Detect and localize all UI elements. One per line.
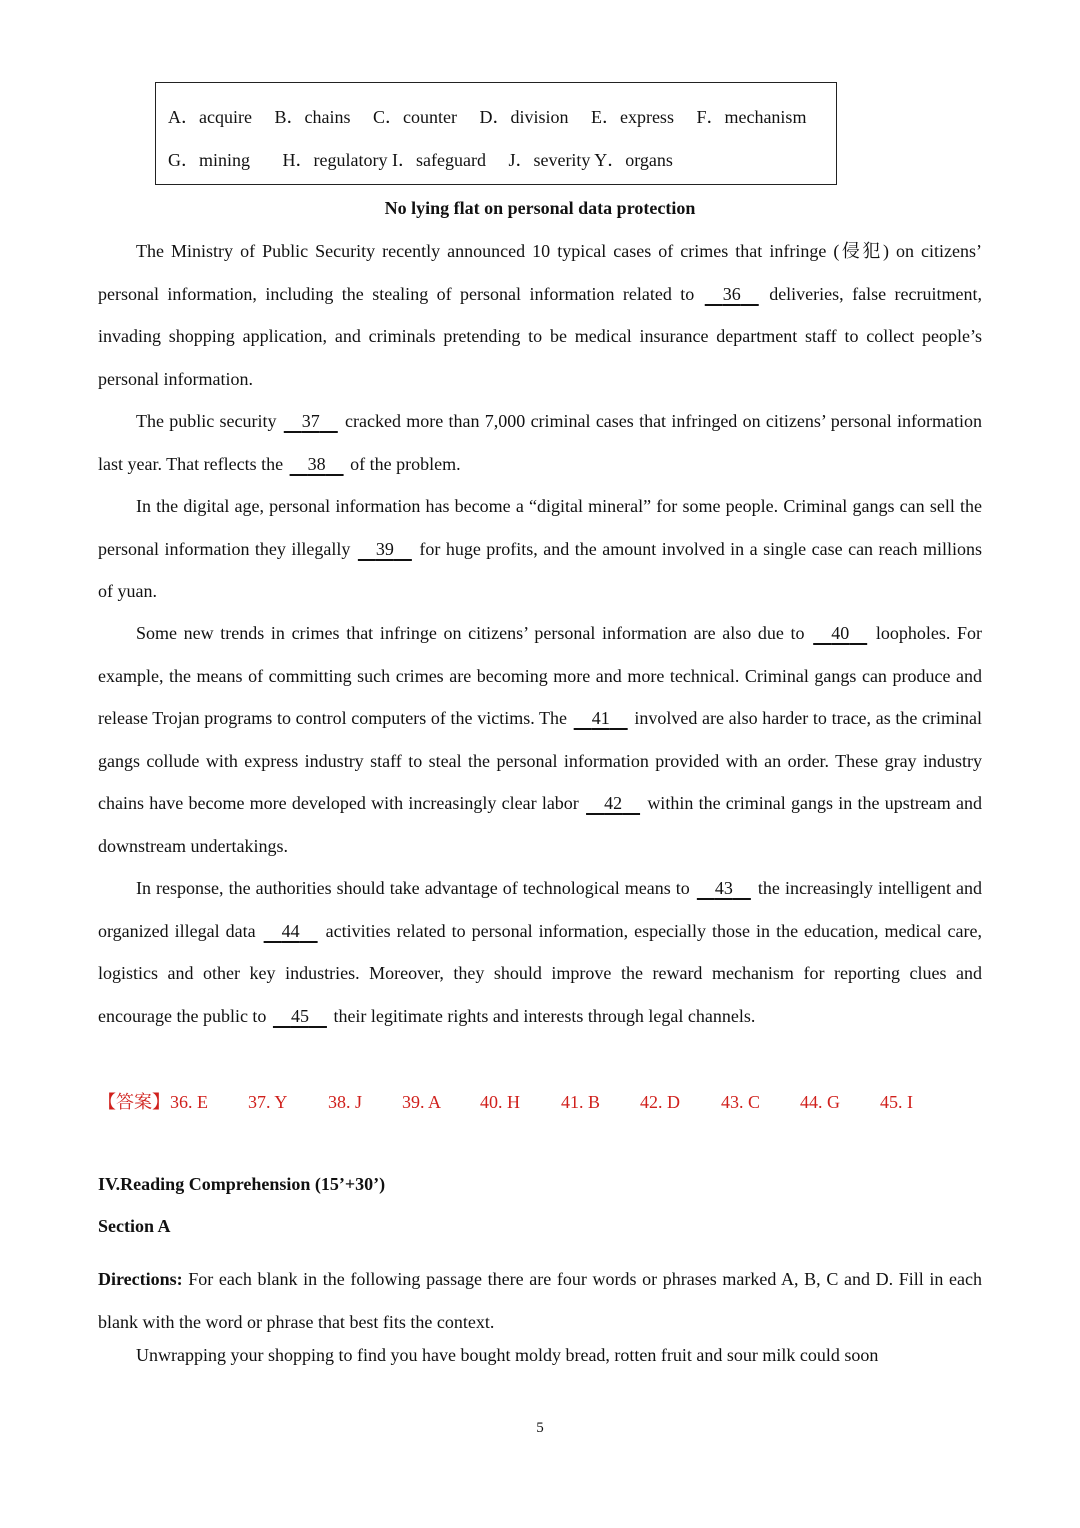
directions-text: For each blank in the following passage there are four words or phrases marked A, B, C and D. Fill in each blank with the word or phrase that best fits the context. bbox=[98, 1269, 982, 1332]
paragraph-text: for huge profits, and the amount involved in a single case can reach millions of yuan. bbox=[98, 538, 982, 601]
answer-label: 【答案】 bbox=[98, 1092, 170, 1112]
answer-item: 45. I bbox=[880, 1092, 913, 1112]
paragraph-text: In response, the authorities should take advantage of technological means to bbox=[136, 878, 695, 898]
answer-item: 38. J bbox=[328, 1092, 363, 1112]
paragraph-2 bbox=[98, 400, 982, 485]
word-option: C．counter bbox=[372, 107, 457, 127]
blank-41: 41 bbox=[591, 708, 610, 728]
paragraph-text: the increasingly intelligent and organized illegal data bbox=[98, 878, 982, 941]
paragraph-3 bbox=[98, 485, 982, 613]
blank-43: 43 bbox=[714, 878, 733, 898]
paragraph-text: The Ministry of Public Security recently announced 10 typical cases of crimes that infringe (侵犯) on citizens’ personal information, including the stealing of personal information related to bbox=[98, 241, 982, 304]
blank-45: 45 bbox=[290, 1005, 309, 1026]
directions bbox=[98, 1258, 982, 1343]
paragraph-text: deliveries, false recruitment, invading shopping application, and criminals pretending to be medical insurance department staff to collect people’s personal information. bbox=[98, 283, 982, 389]
word-option: J．severity Y．organs bbox=[508, 150, 673, 170]
blank-42: 42 bbox=[604, 793, 623, 813]
word-option: F．mechanism bbox=[696, 107, 807, 127]
passage-start: Unwrapping your shopping to find you have bought moldy bread, rotten fruit and sour milk could soon bbox=[136, 1345, 879, 1365]
answer-item: 39. A bbox=[402, 1092, 442, 1112]
answer-item: 36. E bbox=[170, 1092, 208, 1112]
blank-39: 39 bbox=[375, 538, 394, 559]
paragraph-text: loopholes. For example, the means of committing such crimes are becoming more and more technical. Criminal gangs can produce and release Trojan programs to control computers of the victims. The bbox=[98, 623, 982, 728]
section-subheading: Section A bbox=[98, 1216, 171, 1236]
answer-key bbox=[98, 1088, 913, 1114]
paragraph-5 bbox=[98, 867, 982, 1037]
paragraph-4 bbox=[98, 612, 982, 867]
answer-item: 37. Y bbox=[248, 1092, 288, 1112]
blank-40: 40 bbox=[831, 623, 850, 643]
paragraph-text: within the criminal gangs in the upstream and downstream undertakings. bbox=[98, 793, 982, 856]
word-option: E．express bbox=[590, 107, 674, 127]
paragraph-1 bbox=[98, 230, 982, 400]
blank-44: 44 bbox=[281, 920, 300, 941]
answer-item: 44. G bbox=[800, 1092, 840, 1112]
answer-item: 40. H bbox=[480, 1092, 520, 1112]
article-title: No lying flat on personal data protection bbox=[384, 198, 696, 218]
paragraph-text: In the digital age, personal information has become a “digital mineral” for some people. Criminal gangs can sell the personal information they illegally bbox=[98, 496, 982, 559]
answer-item: 43. C bbox=[721, 1092, 761, 1112]
section-heading: IV.Reading Comprehension (15’+30’) bbox=[98, 1174, 386, 1194]
paragraph-text: involved are also harder to trace, as the criminal gangs collude with express industry staff to steal the personal information provided with an order. These gray industry chains have become more developed with increasingly clear labor bbox=[98, 708, 982, 813]
word-bank-row-2 bbox=[168, 146, 691, 172]
paragraph-text: cracked more than 7,000 criminal cases that infringed on citizens’ personal information last year. That reflects the bbox=[98, 411, 982, 474]
paragraph-text: their legitimate rights and interests through legal channels. bbox=[328, 1005, 756, 1026]
paragraph-text: Some new trends in crimes that infringe on citizens’ personal information are also due to bbox=[136, 623, 812, 643]
blank-37: 37 bbox=[301, 411, 320, 431]
paragraph-text: of the problem. bbox=[345, 453, 461, 474]
blank-36: 36 bbox=[722, 283, 741, 304]
paragraph-text: activities related to personal information, especially those in the education, medical care, logistics and other key industries. Moreover, they should improve the reward mechanism for reporting clues and encourage the public to bbox=[98, 920, 982, 1026]
paragraph-text: The public security bbox=[136, 411, 282, 431]
answer-item: 41. B bbox=[561, 1092, 601, 1112]
word-bank-box bbox=[155, 82, 837, 185]
directions-label: Directions: bbox=[98, 1269, 183, 1289]
word-option: H．regulatory I．safeguard bbox=[282, 150, 486, 170]
blank-38: 38 bbox=[307, 453, 326, 474]
answer-item: 42. D bbox=[640, 1092, 680, 1112]
word-bank-row-1 bbox=[168, 103, 806, 129]
word-option: D．division bbox=[479, 107, 569, 127]
word-option: A．acquire bbox=[168, 107, 252, 127]
page-number: 5 bbox=[536, 1420, 544, 1436]
word-option: G．mining bbox=[168, 150, 251, 170]
word-option: B．chains bbox=[274, 107, 351, 127]
